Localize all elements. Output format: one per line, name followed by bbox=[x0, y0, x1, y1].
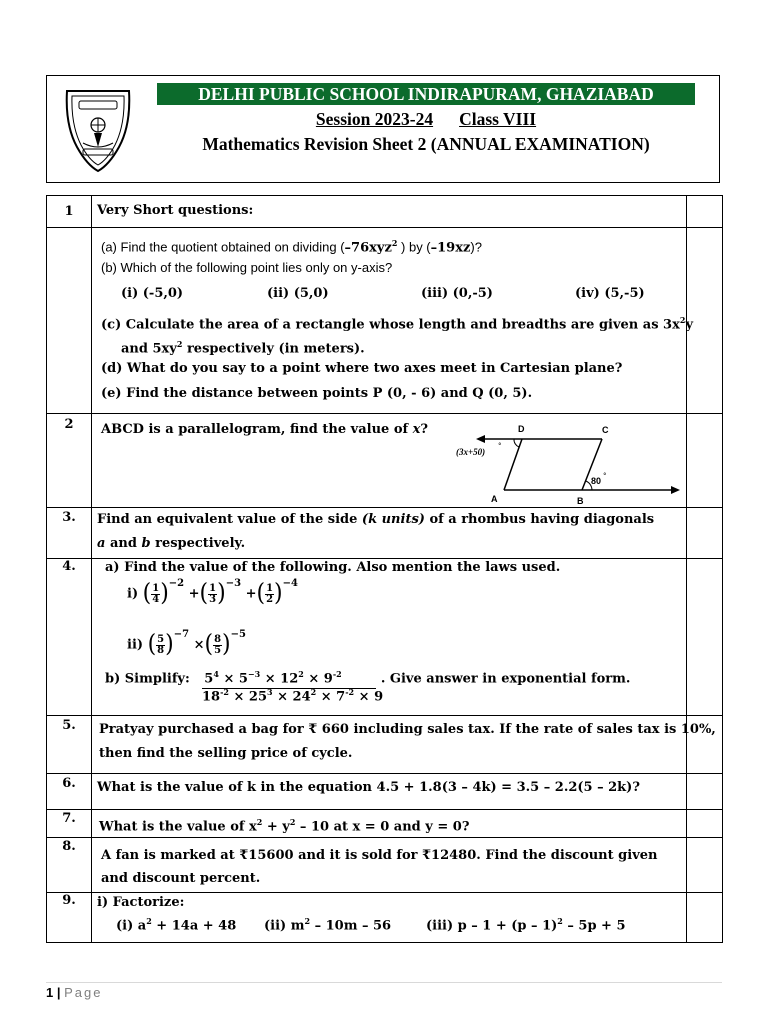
q2-text bbox=[101, 422, 428, 437]
option-2: (ii) (5,0) bbox=[267, 286, 329, 301]
q1b-options bbox=[101, 284, 686, 310]
q1c-line2-prefix: and 5xy bbox=[121, 341, 177, 357]
question-4-body bbox=[92, 559, 687, 716]
school-crest-logo bbox=[61, 85, 135, 173]
q8-line-2: and discount percent. bbox=[101, 871, 261, 887]
q4-i-expression: i) ( $\frac{1}{4}$ )$^{-2}$ +( $\frac{1}{3}$ )$^{-3}$ +( $\frac{1}{2}$ )$^{-4}$ bbox=[127, 577, 298, 608]
table-row bbox=[47, 559, 723, 716]
table-row bbox=[47, 228, 723, 414]
question-2-body bbox=[92, 414, 687, 508]
q7-p3: – 10 at x = 0 and y = 0? bbox=[295, 819, 470, 835]
question-5-body bbox=[92, 716, 716, 774]
q3-l2-mid: and bbox=[105, 536, 142, 551]
q4b-tail: . Give answer in exponential form. bbox=[380, 671, 631, 687]
school-name: DELHI PUBLIC SCHOOL INDIRAPURAM, GHAZIABAD bbox=[157, 83, 695, 105]
parallelogram-figure bbox=[454, 420, 680, 506]
q8-line-1: A fan is marked at ₹15600 and it is sold for ₹12480. Find the discount given bbox=[101, 848, 658, 864]
q1a-line: (a) Find the quotient obtained on dividing (–76xyz$^2$ ) by (–19xz)? bbox=[101, 238, 482, 256]
class-label: Class VIII bbox=[459, 109, 537, 129]
angle-label-right: 80 bbox=[591, 476, 602, 486]
session-line bbox=[157, 109, 695, 130]
q9-i-a: (i) a bbox=[116, 918, 147, 934]
q4b-numerator: $5^4 \times 5^{-3} \times 12^2 \times 9^{-2}$ bbox=[202, 665, 376, 689]
sheet-title-prefix: Mathematics Revision Sheet 2 bbox=[202, 134, 431, 154]
page-word: Page bbox=[64, 985, 103, 1000]
q4-ii-label: ii) bbox=[127, 637, 144, 653]
marks-cell bbox=[687, 810, 723, 838]
question-1-body bbox=[92, 228, 693, 414]
q1e-line: (e) Find the distance between points P (0, - 6) and Q (0, 5). bbox=[101, 386, 533, 401]
header-box bbox=[46, 75, 720, 183]
marks-cell bbox=[687, 414, 723, 508]
question-3-body bbox=[92, 508, 687, 559]
q4b-line bbox=[105, 665, 630, 689]
question-9-body bbox=[92, 893, 687, 943]
sheet-title bbox=[157, 134, 695, 155]
q4a-line: a) Find the value of the following. Also mention the laws used. bbox=[105, 560, 561, 575]
q9-iii-a: (iii) p – 1 + (p – 1) bbox=[426, 918, 558, 934]
q9-ii-a: (ii) m bbox=[264, 918, 305, 934]
table-row bbox=[47, 414, 723, 508]
footer-divider bbox=[46, 982, 722, 983]
q7-p2: + y bbox=[262, 819, 290, 835]
marks-cell bbox=[687, 559, 723, 716]
q1a-end: )? bbox=[470, 239, 482, 255]
q1c-line: (c) Calculate the area of a rectangle whose length and breadths are given as $3x^2y$ bbox=[101, 315, 693, 333]
side-ad bbox=[504, 439, 522, 490]
page-number: 1 bbox=[46, 985, 54, 1000]
question-number: 2 bbox=[47, 414, 92, 508]
q9-i: (i) $a^2 + 14a + 48$ bbox=[116, 916, 237, 934]
angle-arc-d bbox=[514, 439, 519, 447]
option-1: (i) (-5,0) bbox=[121, 286, 184, 301]
vertex-a: A bbox=[491, 494, 498, 504]
q9-ii-b: – 10m – 56 bbox=[310, 918, 392, 934]
question-1-title: Very Short questions: bbox=[92, 196, 687, 228]
q1a-divisor: –19xz bbox=[430, 240, 471, 256]
question-8-body bbox=[92, 838, 687, 893]
marks-cell bbox=[687, 196, 723, 228]
page-footer bbox=[46, 985, 102, 1000]
q5-line-2: then find the selling price of cycle. bbox=[99, 746, 353, 761]
q1c-prefix: (c) Calculate the area of a rectangle whose length and breadths are given as 3x bbox=[101, 317, 680, 333]
page-separator: | bbox=[53, 985, 65, 1000]
option-3: (iii) (0,-5) bbox=[421, 286, 493, 301]
sheet-title-suffix: (ANNUAL EXAMINATION) bbox=[430, 134, 650, 154]
q1c-line-2: and $5xy^2$ respectively (in meters). bbox=[121, 339, 365, 357]
q4-ii-expression: ii) ( $\frac{5}{8}$ )$^{-7}$ ×( $\frac{8}{5}$ )$^{-5}$ bbox=[127, 628, 246, 659]
angle-label-left: (3x+50) bbox=[456, 447, 486, 457]
q4b-label: b) Simplify: bbox=[105, 671, 190, 687]
table-row bbox=[47, 716, 723, 774]
question-number: 5. bbox=[47, 716, 92, 774]
vertex-c: C bbox=[602, 425, 609, 435]
angle-label-right-degree: ° bbox=[603, 472, 607, 480]
marks-cell bbox=[687, 893, 723, 943]
q3-l2-b: b bbox=[141, 536, 151, 551]
questions-table bbox=[46, 195, 723, 943]
angle-label-left-degree: ° bbox=[498, 442, 502, 450]
question-number: 6. bbox=[47, 774, 92, 810]
top-arrow bbox=[476, 435, 485, 443]
q9-iii: (iii) p – 1 + (p – 1)$^2$ – 5p + 5 bbox=[426, 916, 626, 934]
question-number: 4. bbox=[47, 559, 92, 716]
marks-cell bbox=[687, 774, 723, 810]
q3-l1-suffix: of a rhombus having diagonals bbox=[424, 512, 655, 527]
question-number: 8. bbox=[47, 838, 92, 893]
question-number-empty bbox=[47, 228, 92, 414]
session-year: Session 2023-24 bbox=[315, 109, 434, 129]
table-row bbox=[47, 838, 723, 893]
q1b-line: (b) Which of the following point lies only on y-axis? bbox=[101, 260, 393, 275]
q9-iii-b: – 5p + 5 bbox=[562, 918, 626, 934]
question-number: 1 bbox=[47, 196, 92, 228]
q3-l1-prefix: Find an equivalent value of the side bbox=[97, 512, 362, 527]
q5-line-1: Pratyay purchased a bag for ₹ 660 including sales tax. If the rate of sales tax is 10%, bbox=[99, 722, 716, 737]
option-4: (iv) (5,-5) bbox=[575, 286, 645, 301]
table-row bbox=[47, 810, 723, 838]
q1c-line2-suffix: respectively (in meters). bbox=[182, 341, 365, 357]
vertex-d: D bbox=[518, 424, 525, 434]
q1a-mid: ) by ( bbox=[397, 239, 431, 255]
table-row bbox=[47, 893, 723, 943]
marks-cell bbox=[687, 838, 723, 893]
q3-l2-a: a bbox=[97, 536, 106, 551]
q1a-dividend: –76xyz bbox=[344, 240, 392, 256]
q3-l1-italic: (k units) bbox=[361, 512, 425, 527]
q3-line-1 bbox=[97, 509, 686, 534]
q2-text-end: ? bbox=[420, 422, 429, 437]
vertex-b: B bbox=[577, 496, 584, 506]
q4b-denominator: $18^{-2} \times 25^3 \times 24^2 \times 7^{-2} \times 9$ bbox=[202, 687, 384, 705]
q1c-y: y bbox=[685, 317, 693, 333]
q7-p1: What is the value of x bbox=[99, 819, 257, 835]
q3-line-2 bbox=[97, 534, 686, 554]
table-row bbox=[47, 774, 723, 810]
q2-text-var: x bbox=[412, 422, 421, 437]
table-row bbox=[47, 196, 723, 228]
question-number: 9. bbox=[47, 893, 92, 943]
question-7-body: What is the value of $x^2 + y^2 - 10$ at x = 0 and y = 0? bbox=[92, 810, 687, 838]
bottom-arrow bbox=[671, 486, 680, 494]
q3-l2-suffix: respectively. bbox=[150, 536, 246, 551]
q9-i-b: + 14a + 48 bbox=[151, 918, 237, 934]
q9-title: i) Factorize: bbox=[97, 895, 185, 911]
question-6-body: What is the value of k in the equation 4.5 + 1.8(3 – 4k) = 3.5 – 2.2(5 – 2k)? bbox=[92, 774, 687, 810]
q9-ii: (ii) $m^2 - 10m - 56$ bbox=[264, 916, 392, 934]
table-row bbox=[47, 508, 723, 559]
q1d-line: (d) What do you say to a point where two axes meet in Cartesian plane? bbox=[101, 361, 623, 376]
marks-cell bbox=[687, 508, 723, 559]
q1a-prefix: (a) Find the quotient obtained on dividing ( bbox=[101, 239, 345, 255]
q4-i-label: i) bbox=[127, 586, 139, 602]
q2-text-prefix: ABCD is a parallelogram, find the value of bbox=[101, 422, 413, 437]
question-number: 7. bbox=[47, 810, 92, 838]
question-number: 3. bbox=[47, 508, 92, 559]
